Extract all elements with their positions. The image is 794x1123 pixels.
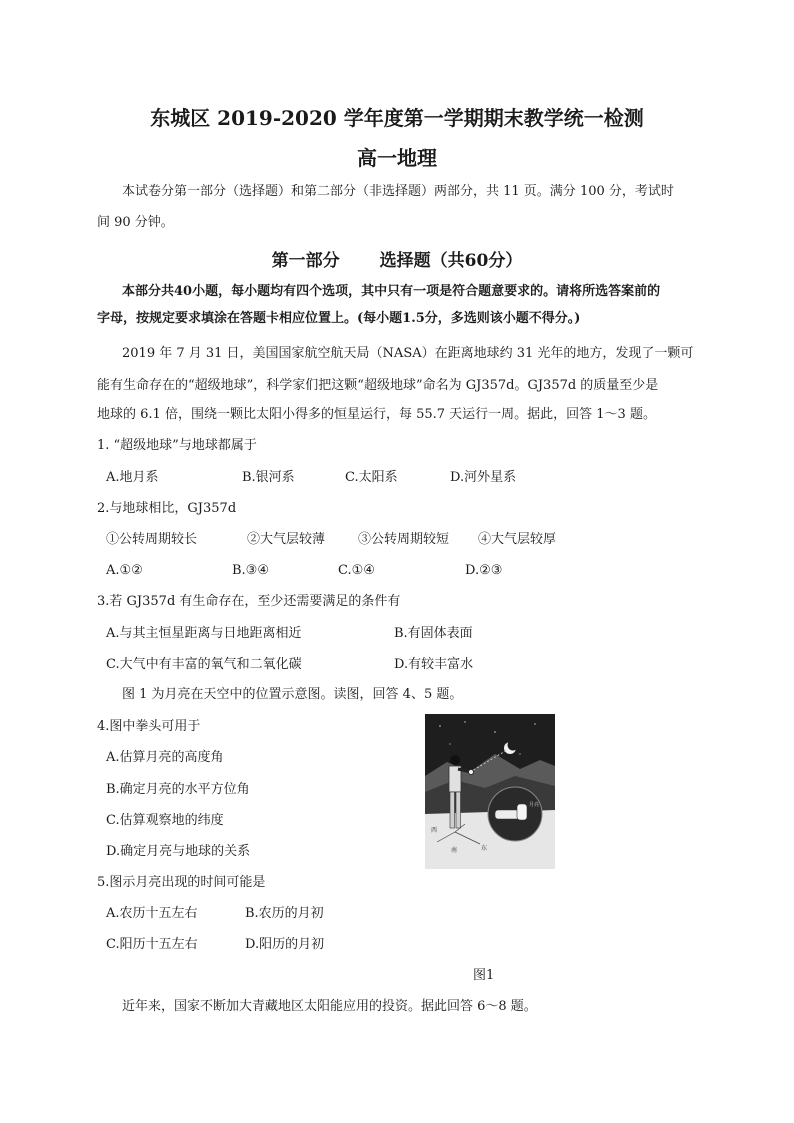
figure-caption: 图1 — [473, 968, 495, 983]
q3-option-b: B.有固体表面 — [394, 626, 473, 641]
section-instruction-1: 本部分共40小题，每小题均有四个选项，其中只有一项是符合题意要求的。请将所选答案前的 — [122, 284, 661, 299]
figure-1-moon-illustration — [425, 714, 555, 869]
q3-option-a: A.与其主恒星距离与日地距离相近 — [106, 626, 302, 641]
passage-line-1: 2019 年 7 月 31 日，美国国家航空航天局（NASA）在距离地球约 31 光年的地方，发现了一颗可 — [122, 346, 694, 361]
q2-option-d: D.②③ — [465, 563, 503, 578]
passage-2: 近年来，国家不断加大青藏地区太阳能应用的投资。据此回答 6～8 题。 — [122, 999, 537, 1014]
q1-option-b: B.银河系 — [242, 470, 295, 485]
q2-statement-4: ④大气层较厚 — [478, 532, 557, 547]
inset-moon-label: 月亮 — [529, 802, 540, 808]
q5-option-a: A.农历十五左右 — [106, 906, 198, 921]
passage-line-3: 地球的 6.1 倍，围绕一颗比太阳小得多的恒星运行，每 55.7 天运行一周。据此，回答 1～3 题。 — [97, 407, 656, 422]
intro-line-1: 本试卷分第一部分（选择题）和第二部分（非选择题）两部分，共 11 页。满分 100 分，考试时 — [122, 184, 674, 199]
q3-option-c: C.大气中有丰富的氧气和二氧化碳 — [106, 657, 302, 672]
passage-line-2: 能有生命存在的“超级地球”，科学家们把这颗“超级地球”命名为 GJ357d。GJ357d 的质量至少是 — [97, 378, 659, 393]
q4-option-c: C.估算观察地的纬度 — [106, 813, 224, 828]
section-name: 选择题（共60分） — [379, 251, 523, 271]
q1-option-d: D.河外星系 — [450, 470, 517, 485]
section-part: 第一部分 — [271, 251, 340, 271]
question-5-stem: 5.图示月亮出现的时间可能是 — [97, 875, 266, 890]
q1-option-a: A.地月系 — [106, 470, 159, 485]
intro-line-2: 间 90 分钟。 — [97, 215, 174, 230]
direction-west-label: 西 — [431, 827, 438, 834]
direction-east-label: 东 — [481, 845, 488, 852]
q5-option-d: D.阳历的月初 — [245, 937, 325, 952]
q5-option-c: C.阳历十五左右 — [106, 937, 198, 952]
question-4-stem: 4.图中拳头可用于 — [97, 719, 201, 734]
q5-option-b: B.农历的月初 — [245, 906, 324, 921]
question-2-stem: 2.与地球相比，GJ357d — [97, 501, 237, 516]
q2-option-a: A.①② — [106, 563, 143, 578]
q2-option-c: C.①④ — [338, 563, 375, 578]
fist-inset-icon — [488, 787, 542, 841]
page-title: 东城区 2019-2020 学年度第一学期期末教学统一检测 — [150, 106, 644, 130]
q4-option-b: B.确定月亮的水平方位角 — [106, 782, 250, 797]
question-3-stem: 3.若 GJ357d 有生命存在，至少还需要满足的条件有 — [97, 594, 401, 609]
q3-option-d: D.有较丰富水 — [394, 657, 474, 672]
section-heading — [0, 251, 794, 271]
q2-statement-3: ③公转周期较短 — [358, 532, 450, 547]
q2-option-b: B.③④ — [232, 563, 269, 578]
q2-statement-2: ②大气层较薄 — [247, 532, 326, 547]
section-instruction-2: 字母，按规定要求填涂在答题卡相应位置上。(每小题1.5分，多选则该小题不得分。) — [97, 311, 581, 326]
q1-option-c: C.太阳系 — [345, 470, 398, 485]
page-subtitle: 高一地理 — [357, 146, 437, 170]
direction-south-label: 南 — [451, 847, 458, 854]
q4-option-a: A.估算月亮的高度角 — [106, 750, 224, 765]
q2-statement-1: ①公转周期较长 — [106, 532, 198, 547]
q4-option-d: D.确定月亮与地球的关系 — [106, 844, 251, 859]
question-1-stem: 1. “超级地球”与地球都属于 — [97, 438, 257, 453]
figure-intro: 图 1 为月亮在天空中的位置示意图。读图，回答 4、5 题。 — [122, 687, 463, 702]
moon-sky-illustration — [425, 714, 555, 869]
